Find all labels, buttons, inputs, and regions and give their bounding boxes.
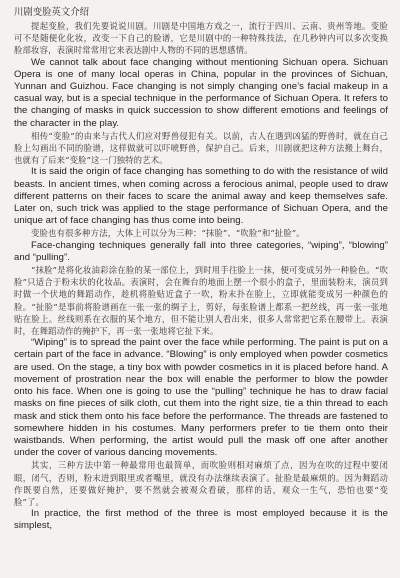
chinese-paragraph: 变脸也有很多种方法，大体上可以分为三种：“抹脸”、“吹脸”和“扯脸”。: [31, 228, 305, 239]
english-paragraph: In practice, the first method of the three is most employed because it is the simplest,: [14, 508, 388, 532]
document-title: 川剧变脸英文介绍: [14, 7, 90, 18]
chinese-paragraph: “抹脸”是将化妆油彩涂在脸的某一部位上，到时用手往脸上一抹，便可变成另外一种脸色。“吹脸”只适合于粉末状的化妆品。表演时，会在舞台的地面上摆一个很小的盒子，里面装粉末，演员到时做一个伏地的舞蹈动作，趁机将脸贴近盒子一吹，粉末扑在脸上，立即就能变成另一种颜色的脸。“扯脸”是事前将脸谱画在一张一张的绸子上，剪好，每张脸谱上都系一把丝线，再一张一张地贴在脸上。丝线则系在衣服的某个地方，但不能让别人看出来，很多人常常把它系在腰带上。表演时，在舞蹈动作的掩护下，再一张一张地将它扯下来。: [14, 265, 388, 337]
english-paragraph: “Wiping” is to spread the paint over the face while performing. The paint is put on a certain part of the face in advance. “Blowing” is only employed when powder cosmetics are used. On the stage, a tiny box with powder cosmetics in it is placed before hand. A movement of prostration near the box will enable the performer to blow the powder onto his face. When one is going to use the “pulling” technique he has to draw facial masks on fine pieces of silk cloth, cut them into the right size, tie a thin thread to each mask and stick them onto his face before the performance. The threads are fastened to somewhere hidden in his costumes. Many performers prefer to tie them onto their waistbands. When performing, the artist would pull the mask off one after another under the cover of various dancing movements.: [14, 337, 388, 459]
chinese-paragraph: 相传“变脸”的由来与古代人们应对野兽侵犯有关。以前，古人在遇到凶猛的野兽时，就在自己脸上勾画出不同的脸谱，这样做就可以吓唬野兽，保护自己。后来，川剧就把这种方法搬上舞台，也就有了后来“变脸”这一门独特的艺术。: [14, 130, 388, 166]
english-paragraph: Face-changing techniques generally fall into three categories, “wiping”, “blowing” and “pulling”.: [14, 239, 388, 263]
english-paragraph: We cannot talk about face changing without mentioning Sichuan opera. Sichuan Opera is one of many local operas in China, popular in the provinces of Sichuan, Yunnan and Guizhou. Face changing is not simply changing one’s facial makeup in a casual way, but is a special technique in the performance of Sichuan Opera. It refers to the changing of masks in quick succession to show different emotions and feelings of the character in the play.: [14, 56, 388, 129]
document-body: [14, 20, 388, 533]
chinese-paragraph: 提起变脸，我们先要说说川剧。川剧是中国地方戏之一，流行于四川、云南、贵州等地。变脸可不是随便化化妆，改变一下自己的脸谱，它是川剧中的一种特殊技法，在几秒钟内可以多次变换脸部妆容，表演时常常用它来表达剧中人物的不同的思想感情。: [14, 21, 388, 56]
chinese-paragraph: 其实，三种方法中第一种最常用也最简单，而吹脸则相对麻烦了点，因为在吹的过程中要闭眼，闭气，否则，粉末进到眼里或者嘴里，就没有办法继续表演了。扯脸是最麻烦的。因为舞蹈动作既要自然，还要做好掩护，要不然就会被观众看破，那样的话，观众一生气，恐怕也要“变脸”了。: [14, 460, 388, 507]
english-paragraph: It is said the origin of face changing has something to do with the resistance of wild beasts. In ancient times, when coming across a ferocious animal, people used to draw different patterns on their faces to scare the animal away and keep themselves safe. Later on, such trick was applied to the stage performance of Sichuan Opera, and the unique art of face changing has thus come into being.: [14, 166, 388, 227]
